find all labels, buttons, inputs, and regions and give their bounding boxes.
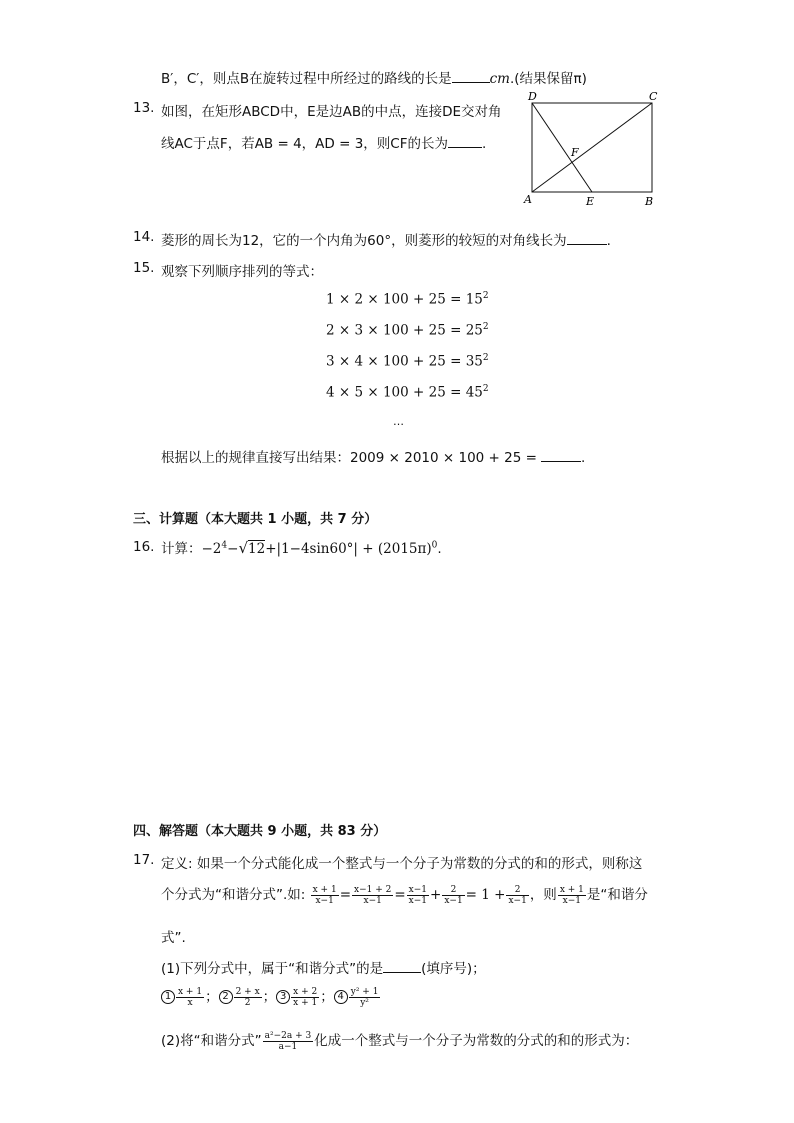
label-d: D xyxy=(528,90,537,103)
plus-sign: + xyxy=(430,887,442,903)
q17-option-4 xyxy=(349,987,381,1008)
separator: ； xyxy=(205,989,219,1005)
q17-line2 xyxy=(161,880,648,910)
q16-term-a: −2 xyxy=(201,541,222,557)
segment-de xyxy=(532,103,592,192)
q17-sub2 xyxy=(161,1026,638,1056)
q17-sub1-pre: (1)下列分式中，属于“和谐分式”的是 xyxy=(161,961,384,977)
q16-sqrt-radicand: 12 xyxy=(248,541,266,557)
q12-answer-blank[interactable] xyxy=(452,70,490,83)
q14-number: 14. xyxy=(133,229,155,245)
q17-frac-3 xyxy=(407,885,429,906)
q14-line xyxy=(161,229,611,249)
q17-frac-4-den: x−1 xyxy=(444,895,463,906)
q15-eq-2-lhs: 2 × 3 × 100 + 25 = 25 xyxy=(326,322,483,339)
q17-sub1-post: (填序号)； xyxy=(421,961,486,977)
q16-abs-term: +|1−4sin60°| xyxy=(265,541,358,557)
q14-text: 菱形的周长为12，它的一个内角为60°，则菱形的较短的对角线长为 xyxy=(161,233,567,249)
label-e: E xyxy=(586,195,595,208)
q17-option-1 xyxy=(176,987,204,1008)
q17-frac-5-den: x−1 xyxy=(508,895,527,906)
q17-frac-6-den: x−1 xyxy=(562,895,582,906)
q15-eq-1 xyxy=(326,291,489,308)
option-2-circle-icon: 2 xyxy=(219,990,233,1004)
q13-answer-blank[interactable] xyxy=(448,135,482,148)
q17-sub2-pre: (2)将“和谐分式” xyxy=(161,1033,262,1049)
q15-eq-3 xyxy=(326,353,489,370)
q16-minus: − xyxy=(227,541,239,557)
q17-one-plus: = 1 + xyxy=(465,887,506,903)
q16-exp4: 4 xyxy=(221,540,228,551)
sqrt-icon: √ xyxy=(238,539,249,557)
q17-option-4-den: y² xyxy=(360,997,369,1008)
label-b: B xyxy=(645,195,654,208)
q17-frac-5 xyxy=(506,885,528,906)
q17-frac-1 xyxy=(311,885,339,906)
equals-sign: = xyxy=(394,887,406,903)
q13-line1: 如图，在矩形ABCD中，E是边AB的中点，连接DE交对角 xyxy=(161,104,502,120)
q17-option-4-num: y² + 1 xyxy=(350,986,379,997)
label-a: A xyxy=(524,193,532,206)
q17-frac-5-num: 2 xyxy=(506,885,528,896)
q17-option-3 xyxy=(291,987,319,1008)
label-c: C xyxy=(649,90,658,103)
q17-line3: 式”. xyxy=(161,930,186,946)
q15-answer-blank[interactable] xyxy=(541,449,581,462)
q17-frac-4 xyxy=(442,885,464,906)
q16-expression xyxy=(161,537,442,557)
section3-title: 三、计算题（本大题共 1 小题，共 7 分） xyxy=(133,512,378,527)
q16-exp0: 0 xyxy=(431,540,438,551)
q17-sub1 xyxy=(161,957,486,977)
diagonal-ac xyxy=(532,103,652,192)
q17-sub2-frac xyxy=(263,1031,314,1052)
q15-number: 15. xyxy=(133,260,155,276)
q17-frac-3-den: x−1 xyxy=(408,895,428,906)
q14-end: . xyxy=(606,233,611,249)
rectangle-figure xyxy=(520,88,670,212)
q16-label: 计算： xyxy=(161,541,202,557)
q13-line2-text: 线AC于点F，若AB = 4，AD = 3，则CF的长为 xyxy=(161,136,448,152)
q17-option-1-den: x xyxy=(187,997,193,1008)
q12-unit: cm xyxy=(489,71,510,87)
q17-line1: 定义: 如果一个分式能化成一个整式与一个分子为常数的分式的和的形式，则称这 xyxy=(161,856,643,872)
q17-frac-1-num: x + 1 xyxy=(312,884,337,895)
q15-eq-4 xyxy=(326,384,489,401)
separator: ； xyxy=(320,989,334,1005)
q15-eq-3-lhs: 3 × 4 × 100 + 25 = 35 xyxy=(326,353,483,370)
q17-options xyxy=(161,982,381,1012)
q17-option-2-num: 2 + x xyxy=(235,986,260,997)
q16-end: . xyxy=(437,541,442,557)
q17-frac-2-den: x−1 xyxy=(363,895,382,906)
q15-eq-3-exp: 2 xyxy=(482,353,489,363)
q17-option-1-num: x + 1 xyxy=(178,986,203,997)
q17-frac-2-num: x−1 + 2 xyxy=(354,884,392,895)
q17-sub2-den: a−1 xyxy=(278,1041,298,1052)
section4-title: 四、解答题（本大题共 9 小题，共 83 分） xyxy=(133,824,387,839)
q15-eq-1-lhs: 1 × 2 × 100 + 25 = 15 xyxy=(326,291,483,308)
q15-eq-1-exp: 2 xyxy=(482,291,489,301)
q16-pi-term: + (2015π) xyxy=(357,541,432,557)
q15-eq-2-exp: 2 xyxy=(482,322,489,332)
q17-option-3-num: x + 2 xyxy=(293,986,318,997)
q15-ellipsis: … xyxy=(393,415,404,428)
q17-frac-6 xyxy=(558,885,586,906)
q17-number: 17. xyxy=(133,852,155,868)
option-3-circle-icon: 3 xyxy=(276,990,290,1004)
q17-option-3-den: x + 1 xyxy=(293,997,318,1008)
q15-conclusion-text: 根据以上的规律直接写出结果：2009 × 2010 × 100 + 25 = xyxy=(161,450,537,466)
q15-conclusion xyxy=(161,446,585,466)
q17-sub2-post: 化成一个整式与一个分子为常数的分式的和的形式为： xyxy=(314,1033,639,1049)
q17-frac-2 xyxy=(352,885,393,906)
q17-line2-pre: 个分式为“和谐分式”.如: xyxy=(161,887,306,903)
q17-frac-6-num: x + 1 xyxy=(559,884,584,895)
q17-frac-3-num: x−1 xyxy=(408,884,428,895)
q16-number: 16. xyxy=(133,539,155,555)
q13-line2-end: . xyxy=(481,136,487,152)
q15-eq-2 xyxy=(326,322,489,339)
q15-conclusion-end: . xyxy=(580,450,586,466)
option-4-circle-icon: 4 xyxy=(334,990,348,1004)
option-1-circle-icon: 1 xyxy=(161,990,175,1004)
q12-note: .(结果保留π) xyxy=(509,71,587,87)
q17-sub1-answer-blank[interactable] xyxy=(383,960,421,973)
q13-number: 13. xyxy=(133,100,155,116)
q17-line2-end: 是“和谐分 xyxy=(586,887,648,903)
q13-line2 xyxy=(161,132,486,152)
q17-option-2 xyxy=(234,987,262,1008)
q15-eq-4-exp: 2 xyxy=(482,384,489,394)
label-f: F xyxy=(571,146,579,159)
q17-frac-1-den: x−1 xyxy=(315,895,334,906)
q12-tail-text: B′，C′，则点B在旋转过程中所经过的路线的长是 xyxy=(161,71,452,87)
q14-answer-blank[interactable] xyxy=(567,232,607,245)
separator: ； xyxy=(262,989,277,1005)
q15-intro: 观察下列顺序排列的等式： xyxy=(161,264,323,280)
q17-frac-4-num: 2 xyxy=(442,885,464,896)
q17-line2-post: ，则 xyxy=(529,887,557,903)
q17-sub2-num: a²−2a + 3 xyxy=(264,1030,312,1041)
q17-option-2-den: 2 xyxy=(244,997,251,1008)
q15-eq-4-lhs: 4 × 5 × 100 + 25 = 45 xyxy=(326,384,483,401)
q12-tail-line xyxy=(161,67,587,87)
equals-sign: = xyxy=(339,887,352,903)
